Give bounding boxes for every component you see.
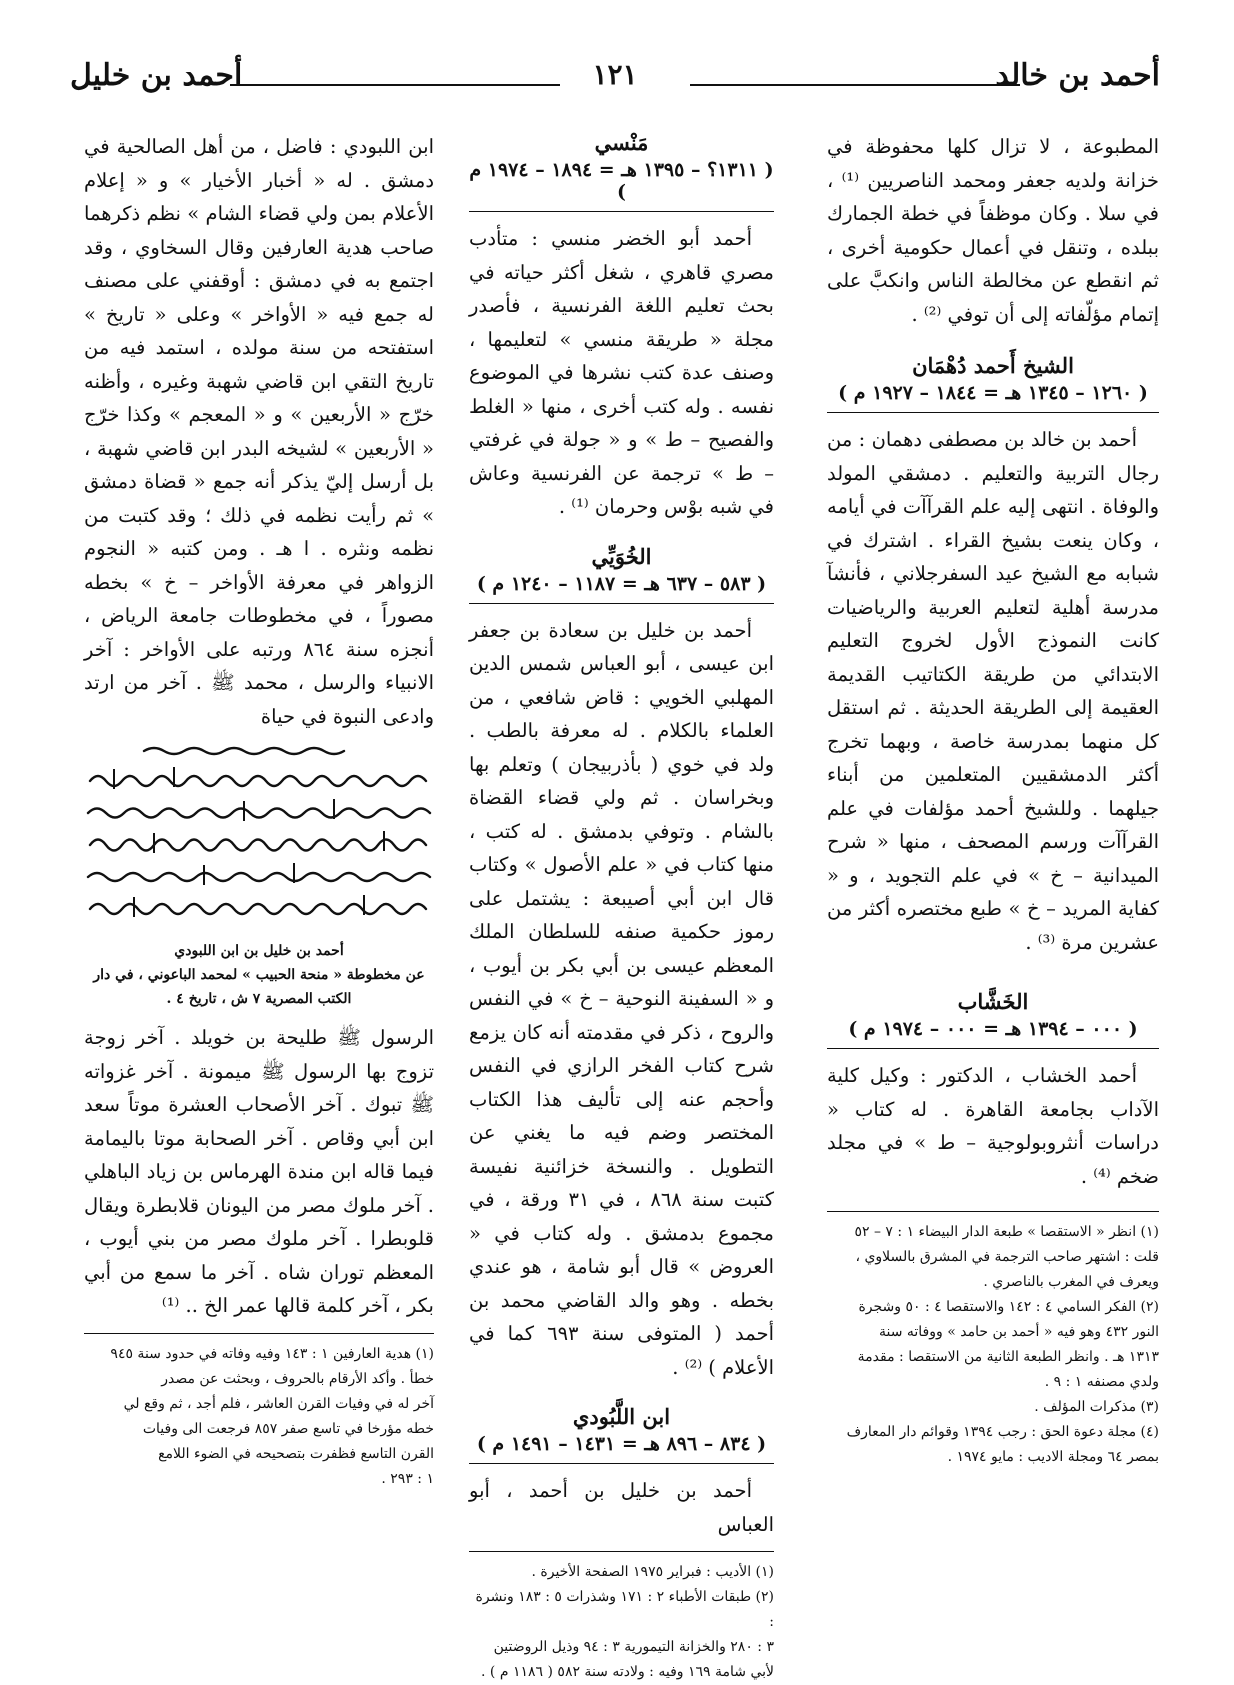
caption-line: أحمد بن خليل بن ابن اللبودي <box>174 943 344 959</box>
entry-dates-khashab: ( ٠٠٠ – ١٣٩٤ هـ = ٠٠٠ – ١٩٧٤ م ) <box>848 1018 1138 1040</box>
manuscript-image <box>84 739 434 929</box>
footnote-line: ولدي مصنفه ١ : ٩ . <box>1044 1374 1159 1390</box>
entry-rule <box>469 1463 774 1464</box>
manuscript-caption <box>84 939 434 1011</box>
footnote-line: خطه مؤرخا في تاسع صفر ٨٥٧ فرجعت الى وفيات <box>142 1420 434 1437</box>
footnotes-left <box>84 1342 434 1492</box>
footnote-line: النور ٤٣٢ وهو فيه « أحمد بن حامد » ووفاته سنة <box>878 1324 1159 1340</box>
entry-dates-khuwayyi: ( ٥٨٣ – ٦٣٧ هـ = ١١٨٧ – ١٢٤٠ م ) <box>476 572 767 595</box>
entry-rule <box>827 412 1159 413</box>
entry-text-khashab: أحمد الخشاب ، الدكتور : وكيل كلية الآداب بجامعة القاهرة . له كتاب « دراسات أنثروبولوجية – ط » في مجلد ضخم ⁽⁴⁾ . <box>827 1064 1159 1188</box>
footnote-rule <box>84 1333 434 1334</box>
entry-text-dahman: أحمد بن خالد بن مصطفى دهمان : من رجال التربية والتعليم . دمشقي المولد والوفاة . انتهى إليه علم القرآآت في أيامه ، وكان ينعت بشيخ القراء . اشترك في شبابه مع الشيخ عيد السفرجلاني ، فأنشآ مدرسة أهلية لتعليم العربية والرياضيات كانت النموذج الأول لخروج التعليم الابتدائي من طريقة الكتاتيب القديمة العقيمة إلى الطريقة الحديثة . ثم استقل كل منهما بمدرسة خاصة ، وبهما تخرج أكثر الدمشقيين المتعلمين من أبناء جيلهما . وللشيخ أحمد مؤلفات في علم القرآآت ورسم المصحف ، منها « شرح الميدانية – خ » في علم التجويد ، و « كفاية المريد – خ » طبع مختصره أكثر من عشرين مرة ⁽³⁾ . <box>827 428 1159 954</box>
footnote-line: ١٣١٣ هـ . وانظر الطبعة الثانية من الاستقصا : مقدمة <box>857 1349 1159 1365</box>
running-header <box>70 58 1160 102</box>
entry-title-khashab: الخَشَّاب <box>957 989 1029 1014</box>
entry-title-mansi: مَنْسي <box>594 130 649 155</box>
footnote-line: (١) الأديب : فبراير ١٩٧٥ الصفحة الأخيرة . <box>531 1564 774 1580</box>
footnotes-middle <box>469 1560 774 1685</box>
footnote-line: بمصر ٦٤ ومجلة الاديب : مايو ١٩٧٤ . <box>947 1449 1159 1465</box>
footnote-line: آخر له في وفيات القرن العاشر ، فلم أجد ، ثم وقع لي <box>123 1395 434 1412</box>
entry-rule <box>827 1048 1159 1049</box>
column-middle <box>469 130 774 1685</box>
footnote-line: قلت : اشتهر صاحب الترجمة في المشرق بالسلاوي ، <box>855 1249 1159 1265</box>
entry-rule <box>469 603 774 604</box>
entry-text-labbudi-end: الرسول ﷺ طليحة بن خويلد . آخر زوجة تزوج بها الرسول ﷺ ميمونة . آخر غزواته ﷺ تبوك . آخر الأصحاب العشرة موتاً سعد ابن أبي وقاص . آخر الصحابة موتا باليمامة فيما قاله ابن مندة الهرماس بن زياد الباهلي . آخر ملوك مصر من اليونان قلابطرة ويقال قلوبطرا . آخر ملوك مصر من بني أيوب ، المعظم توران شاه . آخر ما سمع من أبي بكر ، آخر كلمة قالها عمر الخ .. ⁽¹⁾ <box>84 1026 434 1317</box>
footnotes-right <box>827 1220 1159 1470</box>
footnote-line: (٢) طبقات الأطباء ٢ : ١٧١ وشذرات ٥ : ١٨٣ ونشرة : <box>475 1589 774 1630</box>
entry-text-labbudi-start: أحمد بن خليل بن أحمد ، أبو العباس <box>469 1479 774 1536</box>
caption-line: عن مخطوطة « منحة الحبيب » لمحمد الباعوني ، في دار الكتب المصرية ٧ ش ، تاريخ ٤ . <box>93 967 425 1007</box>
footnote-line: خطأ . وأكد الأرقام بالحروف ، وبحثت عن مصدر <box>161 1370 434 1387</box>
entry-title-dahman: الشيخ أَحمد دُهْمَان <box>912 353 1074 378</box>
footnote-rule <box>469 1551 774 1552</box>
footnote-line: (٢) الفكر السامي ٤ : ١٤٢ والاستقصا ٤ : ٥٠ وشجرة <box>858 1299 1159 1315</box>
footnote-line: (٣) مذكرات المؤلف . <box>1034 1399 1159 1415</box>
footnote-line: (٤) مجلة دعوة الحق : رجب ١٣٩٤ وقوائم دار المعارف <box>846 1424 1159 1440</box>
entry-dates-dahman: ( ١٢٦٠ – ١٣٤٥ هـ = ١٨٤٤ – ١٩٢٧ م ) <box>838 382 1148 404</box>
entry-title-khuwayyi: الخُوَيِّي <box>591 543 652 569</box>
footnote-rule <box>827 1211 1159 1212</box>
entry-dates-mansi: ( ١٣١١؟ – ١٣٩٥ هـ = ١٨٩٤ – ١٩٧٤ م ) <box>469 159 774 203</box>
header-rule-right <box>690 84 1020 86</box>
page-number: ١٢١ <box>592 58 638 91</box>
column-right <box>827 130 1159 1470</box>
footnote-line: (١) هدية العارفين ١ : ١٤٣ وفيه وفاته في حدود سنة ٩٤٥ <box>110 1345 434 1362</box>
entry-text-mansi: أحمد أبو الخضر منسي : متأدب مصري قاهري ، شغل أكثر حياته في بحث تعليم اللغة الفرنسية ، فأصدر مجلة « طريقة منسي » لتعليمها ، وصنف عدة كتب نشرها في الموضوع نفسه . وله كتب أخرى ، منها « الغلط والفصيح – ط » و « جولة في غرفتي – ط » ترجمة عن الفرنسية وعاش في شبه بوْس وحرمان ⁽¹⁾ . <box>469 227 774 518</box>
header-left-title: أحمد بن خالد <box>995 58 1160 93</box>
continued-text: المطبوعة ، لا تزال كلها محفوظة في خزانة ولديه جعفر ومحمد الناصريين ⁽¹⁾ ، في سلا . وكان موظفاً في خطة الجمارك ببلده ، وتنقل في أعمال حكومية أخرى ، ثم انقطع عن مخالطة الناس وانكبَّ على إتمام مؤلّفاته إلى أن توفي ⁽²⁾ . <box>827 135 1159 326</box>
header-right-title: أحمد بن خليل <box>70 58 243 93</box>
column-left <box>84 130 434 1492</box>
footnote-line: ٣ : ٢٨٠ والخزانة التيمورية ٣ : ٩٤ وذيل الروضتين <box>493 1639 774 1655</box>
entry-title-labbudi: ابن اللَّبُودي <box>572 1404 671 1429</box>
footnote-line: (١) انظر « الاستقصا » طبعة الدار البيضاء ١ : ٧ – ٥٢ <box>854 1224 1159 1240</box>
footnote-line: القرن التاسع فظفرت بتصحيحه في الضوء اللامع <box>158 1445 434 1462</box>
footnote-line: لأبي شامة ١٦٩ وفيه : ولادته سنة ٥٨٢ ( ١١٨٦ م ) . <box>481 1664 774 1680</box>
entry-text-khuwayyi: أحمد بن خليل بن سعادة بن جعفر ابن عيسى ، أبو العباس شمس الدين المهلبي الخويي : قاض شافعي ، من العلماء بالكلام . له معرفة بالطب . ولد في خوي ( بأذربيجان ) وتعلم بها وبخراسان . ثم ولي قضاء القضاة بالشام . وتوفي بدمشق . له كتب ، منها كتاب في « علم الأصول » وكتاب قال ابن أبي أصيبعة : يشتمل على رموز حكمية صنفه للسلطان الملك المعظم عيسى بن أبي بكر بن أيوب ، و « السفينة النوحية – خ » في النفس والروح ، ذكر في مقدمته أنه كان يزمع شرح كتاب الفخر الرازي في النفس وأحجم عنه إلى تأليف هذا الكتاب المختصر وضم فيه ما يغني عن التطويل . والنسخة خزائنية نفيسة كتبت سنة ٨٦٨ ، في ٣١ ورقة ، في مجموع بدمشق . وله كتاب في « العروض » قال أبو شامة ، هو عندي بخطه . وهو والد القاضي محمد بن أحمد ( المتوفى سنة ٦٩٣ كما في الأعلام ) ⁽²⁾ . <box>469 618 774 1379</box>
entry-text-labbudi-continued: ابن اللبودي : فاضل ، من أهل الصالحية في دمشق . له « أخبار الأخيار » و « إعلام الأعلام بمن ولي قضاء الشام » نظم ذكرهما صاحب هدية العارفين وقال السخاوي ، وقد اجتمع به في دمشق : أوقفني على مصنف له جمع فيه « الأواخر » وعلى « تاريخ » استفتحه من سنة مولده ، استمد فيه من تاريخ التقي ابن قاضي شهبة وغيره ، وأظنه خرّج « الأربعين » و « المعجم » وكذا خرّج « الأربعين » لشيخه البدر ابن قاضي شهبة ، بل أرسل إليّ يذكر أنه جمع « قضاة دمشق » ثم رأيت نظمه في ذلك ؛ وقد كتبت من نظمه ونثره . ا هـ . ومن كتبه « النجوم الزواهر في معرفة الأواخر – خ » بخطه مصوراً ، في مخطوطات جامعة الرياض ، أنجزه سنة ٨٦٤ ورتبه على الأواخر : آخر الانبياء والرسل ، محمد ﷺ . آخر من ارتد وادعى النبوة في حياة <box>84 135 434 728</box>
footnote-line: ويعرف في المغرب بالناصري . <box>983 1274 1159 1290</box>
header-rule-left <box>230 84 560 86</box>
footnote-line: ١ : ٢٩٣ . <box>381 1470 434 1487</box>
entry-dates-labbudi: ( ٨٣٤ – ٨٩٦ هـ = ١٤٣١ – ١٤٩١ م ) <box>476 1433 767 1455</box>
entry-rule <box>469 211 774 212</box>
